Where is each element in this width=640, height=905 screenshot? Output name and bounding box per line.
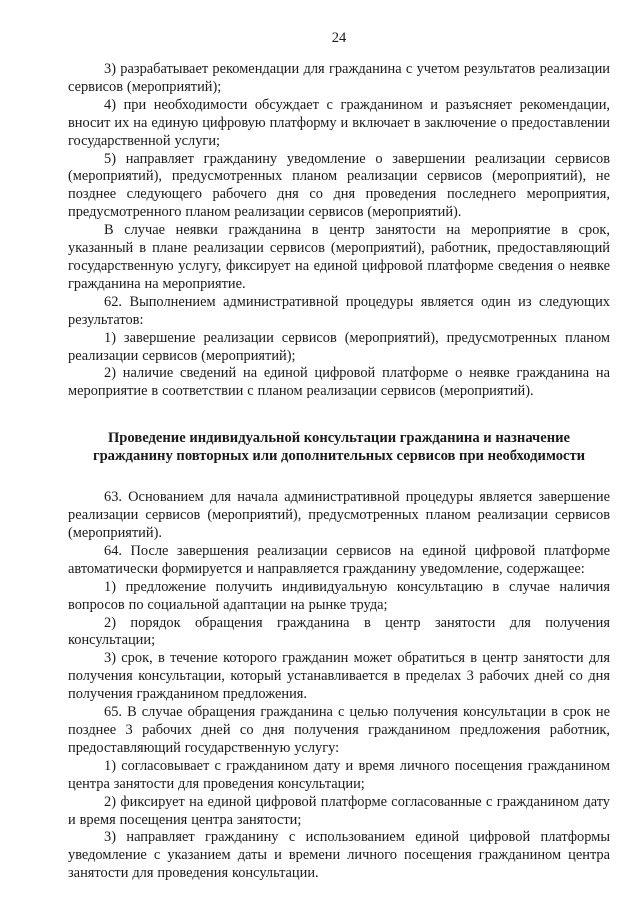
paragraph-item-5: 5) направляет гражданину уведомление о завершении реализации сервисов (мероприятий), предусмотренных планом реализации сервисов (мероприятий), не позднее следующего рабочего дня со дня проведения последнего мероприятия, предусмотренного планом реализации сервисов (мероприятий).: [68, 150, 610, 221]
paragraph-item-4: 4) при необходимости обсуждает с гражданином и разъясняет рекомендации, вносит их на единую цифровую платформу и включает в заключение о предоставлении государственной услуги;: [68, 96, 610, 149]
paragraph-65-item-2: 2) фиксирует на единой цифровой платформе согласованные с гражданином дату и время посещения центра занятости;: [68, 793, 610, 828]
paragraph-63: 63. Основанием для начала административной процедуры является завершение реализации сервисов (мероприятий), предусмотренных планом реализации сервисов (мероприятий).: [68, 489, 610, 542]
page-number: 24: [331, 30, 347, 46]
paragraph-65-item-1: 1) согласовывает с гражданином дату и время личного посещения гражданином центра занятости для проведения консультации;: [68, 757, 610, 792]
paragraph-64: 64. После завершения реализации сервисов на единой цифровой платформе автоматически формируется и направляется гражданину уведомление, содержащее:: [68, 542, 610, 577]
paragraph-item-3: 3) разрабатывает рекомендации для гражданина с учетом результатов реализации сервисов (мероприятий);: [68, 61, 610, 95]
paragraph-62: 62. Выполнением административной процедуры является один из следующих результатов:: [68, 293, 610, 328]
paragraph-65-item-3: 3) направляет гражданину с использованием единой цифровой платформы уведомление с указанием даты и времени личного посещения гражданином центра занятости для проведения консультации.: [68, 829, 610, 882]
paragraph-64-item-3: 3) срок, в течение которого гражданин может обратиться в центр занятости для получения консультации, который устанавливается в пределах 3 рабочих дней со дня получения гражданином предложения.: [68, 650, 610, 703]
paragraph-64-item-2: 2) порядок обращения гражданина в центр занятости для получения консультации;: [68, 614, 610, 649]
paragraph-no-show: В случае неявки гражданина в центр занятости на мероприятие в срок, указанный в плане реализации сервисов (мероприятий), работник, предоставляющий государственную услугу, фиксирует на единой цифровой платформе сведения о неявке гражданина на мероприятие.: [68, 222, 610, 292]
paragraph-62-result-1: 1) завершение реализации сервисов (мероприятий), предусмотренных планом реализации сервисов (мероприятий);: [68, 329, 610, 364]
paragraph-64-item-1: 1) предложение получить индивидуальную консультацию в случае наличия вопросов по социальной адаптации на рынке труда;: [68, 578, 610, 613]
paragraph-65: 65. В случае обращения гражданина с целью получения консультации в срок не позднее 3 рабочих дней со дня получения гражданином предложения работник, предоставляющий государственную услугу:: [68, 704, 610, 756]
section-heading: Проведение индивидуальной консультации гражданина и назначение гражданину повторных или дополнительных сервисов при необходимости: [92, 430, 586, 465]
paragraph-62-result-2: 2) наличие сведений на единой цифровой платформе о неявке гражданина на мероприятие в соответствии с планом реализации сервисов (мероприятий).: [68, 365, 610, 400]
